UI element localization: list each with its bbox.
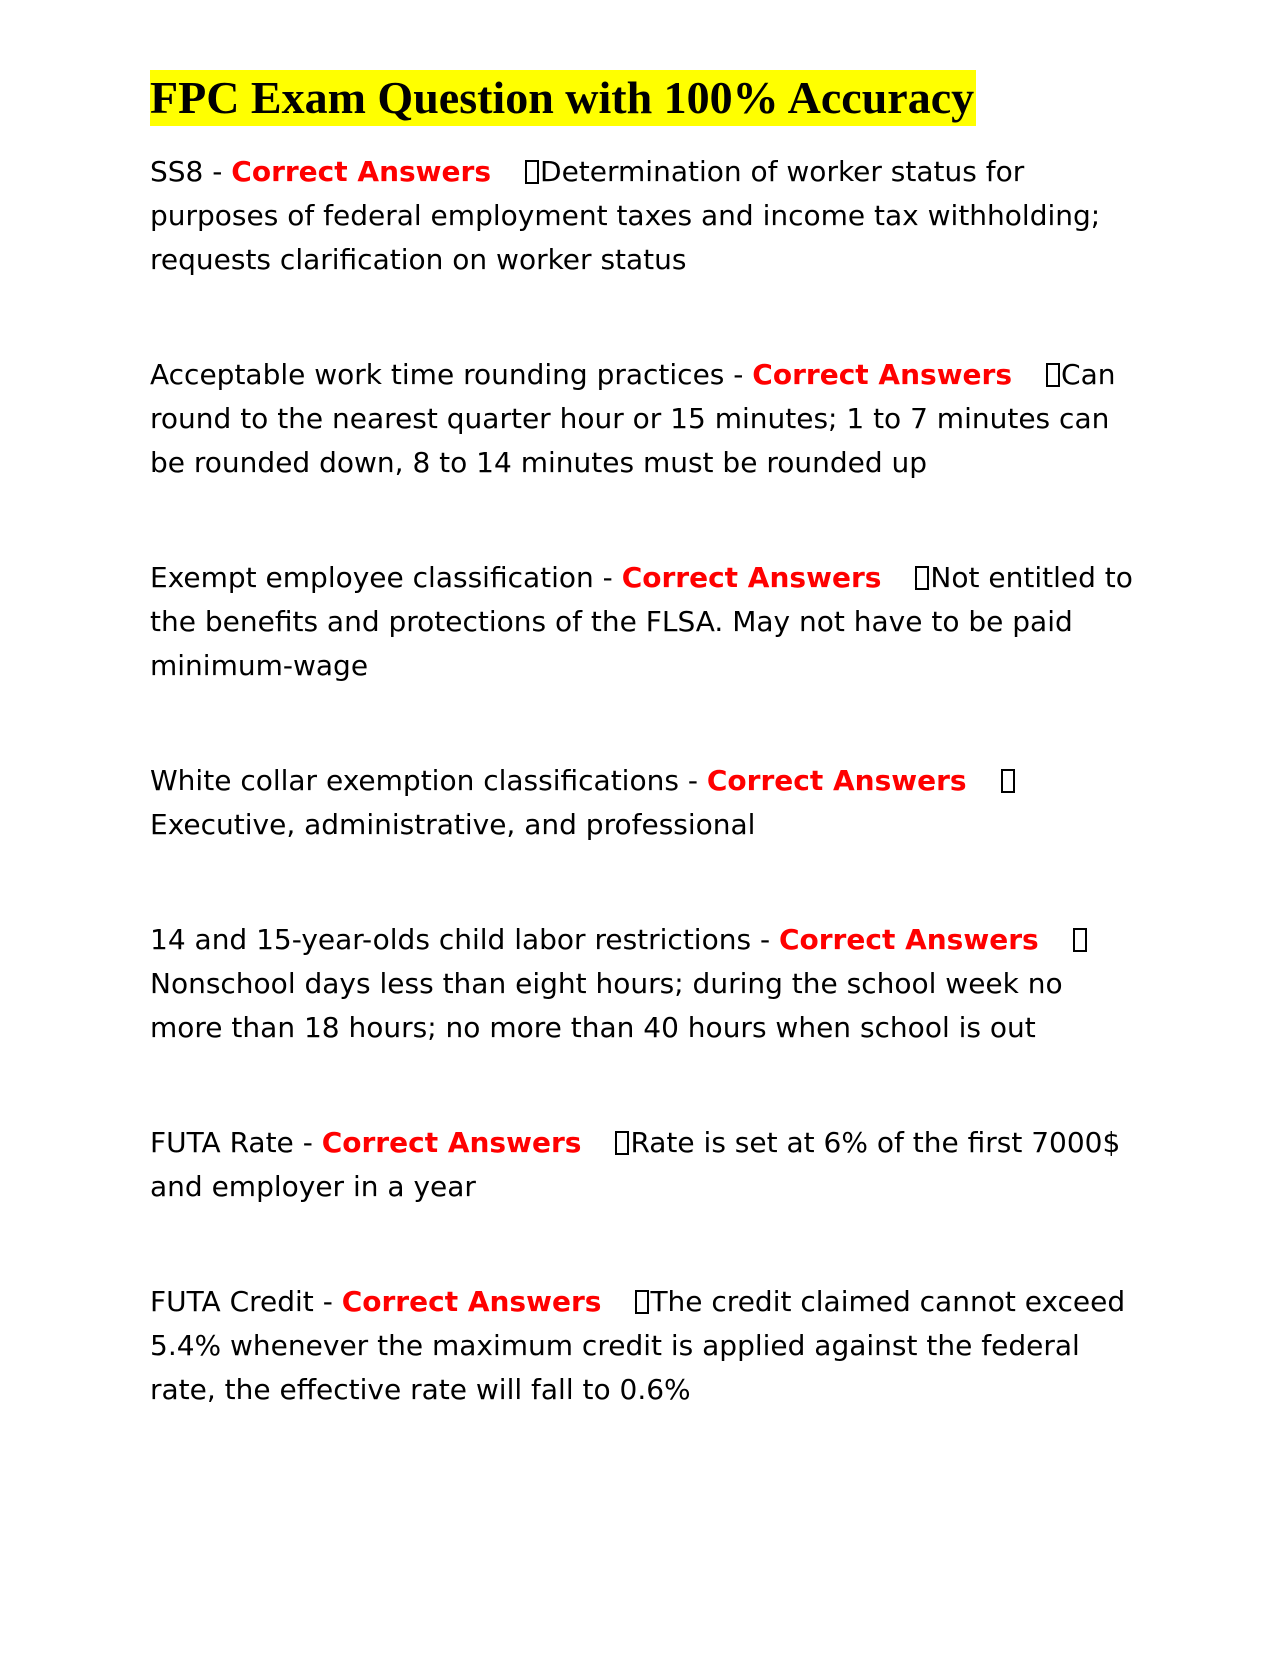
qa-entry: White collar exemption classifications - Correct AnswersExecutive, administrative, and professional: [150, 759, 1140, 847]
qa-answer: Nonschool days less than eight hours; during the school week no more than 18 hours; no more than 40 hours when school is out: [150, 967, 1063, 1044]
missing-glyph-icon: [1073, 928, 1087, 952]
correct-answers-label: Correct Answers: [621, 561, 882, 594]
missing-glyph-icon: [1046, 363, 1060, 387]
missing-glyph-icon: [635, 1290, 649, 1314]
qa-entry: FUTA Rate - Correct Answers Rate is set at 6% of the first 7000$ and employer in a year: [150, 1126, 1121, 1203]
qa-term: FUTA Credit: [150, 1285, 314, 1318]
correct-answers-label: Correct Answers: [752, 358, 1013, 391]
missing-glyph-icon: [1001, 769, 1015, 793]
correct-answers-label: Correct Answers: [231, 155, 492, 188]
qa-answer: Not entitled to the benefits and protections of the FLSA. May not have to be paid minimum-wage: [150, 561, 1133, 682]
qa-entry: SS8 - Correct Answers Determination of worker status for purposes of federal employment taxes and income tax withholding; requests clarification on worker status: [150, 155, 1101, 276]
qa-term: Acceptable work time rounding practices: [150, 358, 725, 391]
qa-answer: Rate is set at 6% of the first 7000$ and employer in a year: [150, 1126, 1121, 1203]
correct-answers-label: Correct Answers: [341, 1285, 602, 1318]
qa-entry: 14 and 15-year-olds child labor restrictions - Correct AnswersNonschool days less than eight hours; during the school week no more than 18 hours; no more than 40 hours when school is out: [150, 918, 1140, 1050]
document-title: FPC Exam Question with 100% Accuracy: [150, 70, 976, 126]
qa-term: 14 and 15-year-olds child labor restrictions: [150, 923, 752, 956]
qa-answer: Executive, administrative, and professional: [150, 808, 756, 841]
correct-answers-label: Correct Answers: [321, 1126, 582, 1159]
correct-answers-label: Correct Answers: [778, 923, 1039, 956]
missing-glyph-icon: [615, 1131, 629, 1155]
qa-term: Exempt employee classification: [150, 561, 594, 594]
missing-glyph-icon: [525, 160, 539, 184]
missing-glyph-icon: [915, 566, 929, 590]
qa-answer: Can round to the nearest quarter hour or 15 minutes; 1 to 7 minutes can be rounded down, 8 to 14 minutes must be rounded up: [150, 358, 1116, 479]
qa-term: FUTA Rate: [150, 1126, 294, 1159]
qa-answer: Determination of worker status for purposes of federal employment taxes and income tax withholding; requests clarification on worker status: [150, 155, 1101, 276]
document-page: [150, 70, 1140, 1412]
qa-term: White collar exemption classifications: [150, 764, 679, 797]
qa-entry: FUTA Credit - Correct Answers The credit claimed cannot exceed 5.4% whenever the maximum credit is applied against the federal rate, the effective rate will fall to 0.6%: [150, 1285, 1126, 1406]
qa-entry: Exempt employee classification - Correct Answers Not entitled to the benefits and protections of the FLSA. May not have to be paid minimum-wage: [150, 561, 1133, 682]
qa-entry: Acceptable work time rounding practices - Correct Answers Can round to the nearest quarter hour or 15 minutes; 1 to 7 minutes can be rounded down, 8 to 14 minutes must be rounded up: [150, 358, 1116, 479]
qa-answer: The credit claimed cannot exceed 5.4% whenever the maximum credit is applied against the federal rate, the effective rate will fall to 0.6%: [150, 1285, 1126, 1406]
correct-answers-label: Correct Answers: [706, 764, 967, 797]
qa-term: SS8: [150, 155, 204, 188]
